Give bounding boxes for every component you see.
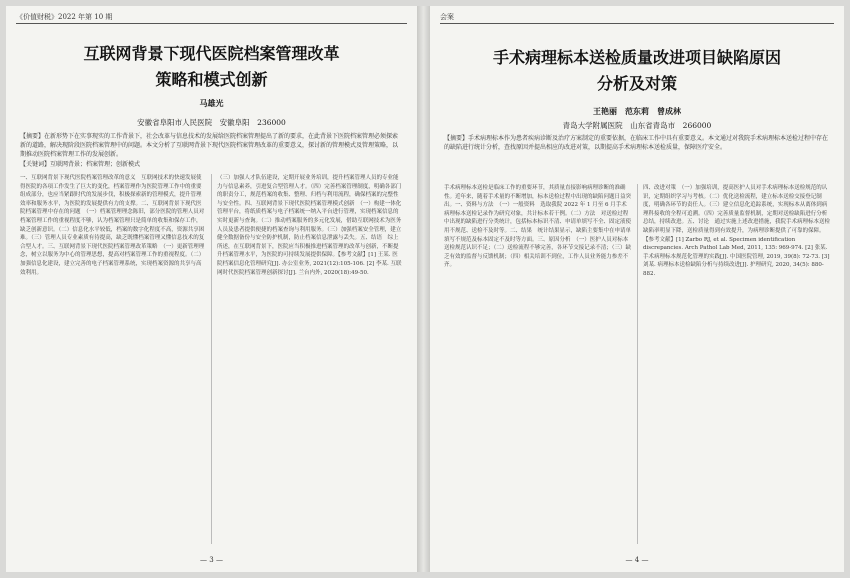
right-title-line2: 分析及对策 — [596, 74, 677, 93]
left-author: 马雄光 — [199, 98, 224, 108]
right-column-separator — [637, 184, 638, 544]
left-running-header: 《价值财税》2022 年第 10 期 — [16, 13, 113, 21]
right-column-2: 四、改进对策 （一）加强培训，提高医护人员对手术病理标本送检规范的认识，定期组织学习与考核。（二）优化送检流程，建立标本送检交接登记制度，明确各环节的责任人。（三）建立信息化追踪系统，实现标本从离体到病理科接收的全程可追溯。（四）完善质量监督机制，定期对送检缺陷进行分析总结，持续改进。五、讨论 通过实施上述改进措施，我院手术病理标本送检缺陷率明显下降，送检质量得到有效提升，为病理诊断提供了可靠的保障。【参考文献】[1] Zarbo RJ, et al. Specimen identification discrepancies. Arch Pathol Lab Med, 2011, 135: 969-974. [2] 张某. 手术病理标本规范化管理的实践[J]. 中国医院管理, 2019, 39(8): 72-73. [3] 刘某. 病理标本送检缺陷分析与持续改进[J]. 护理研究, 2020, 34(5): 880-882. — [643, 185, 831, 277]
left-column-separator — [211, 174, 212, 544]
right-affiliation: 青岛大学附属医院 山东省青岛市 266000 — [562, 121, 712, 130]
left-keywords: 【关键词】互联网背景；档案管理；创新模式 — [20, 161, 141, 168]
right-header-rule — [440, 23, 834, 24]
right-authors: 王艳丽 范东莉 曾成林 — [593, 106, 681, 116]
left-column-2: （三）加强人才队伍建设，定期开展业务培训，提升档案管理人员的专业能力与信息素养，引进复合型管理人才。（四）完善档案管理制度，明确各部门的职责分工，规范档案的收集、整理、归档与利用流程，确保档案的完整性与安全性。四、互联网背景下现代医院档案管理模式创新 （一）构建一体化管理平台，将纸质档案与电子档案统一纳入平台进行管理，实现档案信息的实时更新与查询。（二）推动档案服务的多元化发展，借助互联网技术为医务人员及患者提供便捷的档案查询与利用服务。（三）加强档案安全管理，建立健全数据备份与安全防护机制，防止档案信息泄露与丢失。五、结语 综上所述，在互联网背景下，医院应当积极推进档案管理的改革与创新，不断提升档案管理水平，为医院的可持续发展提供保障。【参考文献】[1] 王某. 医院档案信息化管理研究[J]. 办公室业务, 2021(12):105-106. [2] 李某. 互联网时代医院档案管理创新探讨[J]. 兰台内外, 2020(18):49-50. — [217, 175, 402, 276]
left-affiliation: 安徽省阜阳市人民医院 安徽阜阳 236000 — [137, 118, 286, 127]
right-page-number: — 4 — — [625, 556, 649, 564]
left-abstract: 【摘要】在新形势下在实事现实的工作背景下，社会改革与信息技术的发展给医院档案管理提出了新的要求，在此背景下医院档案管理必须探索新的道路，解决现阶段医院档案管理中的问题。本文分析了互联网背景下现代医院档案管理改革的重要意义，探讨新的管理模式及管理策略，以期推动医院档案管理工作的发展创新。 — [20, 133, 399, 158]
right-page — [430, 6, 844, 572]
left-title-line1: 互联网背景下现代医院档案管理改革 — [83, 44, 340, 63]
right-abstract: 【摘要】手术病理标本作为患者疾病诊断及治疗方案制定的重要依据，在临床工作中具有重要意义。本文通过对我院手术病理标本送检过程中存在的缺陷进行统计分析，查找原因并提出相应的改进对策，以期提高手术病理标本送检质量，保障医疗安全。 — [444, 135, 829, 151]
right-title-line1: 手术病理标本送检质量改进项目缺陷原因 — [492, 48, 781, 67]
left-title-line2: 策略和模式创新 — [155, 70, 268, 89]
left-header-rule — [16, 23, 407, 24]
left-page-number: — 3 — — [200, 556, 223, 564]
right-running-header: 会案 — [440, 13, 454, 21]
binding-gutter — [417, 6, 430, 572]
right-column-1: 手术病理标本送检是临床工作的重要环节，其质量直接影响病理诊断的准确性。近年来，随着手术量的不断增加，标本送检过程中出现的缺陷问题日益突出。一、资料与方法 （一）一般资料 选取我院 2022 年 1 月至 6 月手术病理标本送检记录作为研究对象，共计标本若干例。（二）方法 对送检过程中出现的缺陷进行分类统计，包括标本标识不清、申请单填写不全、固定液使用不规范、送检不及时等。二、结果 统计结果显示，缺陷主要集中在申请单填写不规范及标本固定不及时等方面。三、原因分析 （一）医护人员对标本送检规范认识不足；（二）送检流程不够完善，各环节交接记录不清；（三）缺乏有效的监督与反馈机制；（四）相关培训不到位，工作人员业务能力参差不齐。 — [444, 185, 632, 269]
left-page — [6, 6, 417, 572]
left-column-1: 一、互联网背景下现代医院档案管理改革的意义 互联网技术的快速发展使得医院的各项工作发生了巨大的变化，档案管理作为医院管理工作中的重要组成部分，也应当紧跟时代的发展步伐，积极探索新的管理模式，提升管理效率和服务水平，为医院的发展提供有力的支撑。二、互联网背景下现代医院档案管理中存在的问题 （一）档案管理理念陈旧，部分医院的管理人员对档案管理工作的重视程度不够，认为档案管理只是简单的收集和保存工作，缺乏创新意识。（二）信息化水平较低，档案的数字化程度不高，资源共享困难。（三）管理人员专业素质有待提高，缺乏既懂档案管理又懂信息技术的复合型人才。三、互联网背景下现代医院档案管理改革策略 （一）更新管理理念，树立以服务为中心的管理思想，提高对档案管理工作的重视程度。（二）加强信息化建设，建立完善的电子档案管理系统，实现档案资源的共享与高效利用。 — [20, 175, 205, 276]
